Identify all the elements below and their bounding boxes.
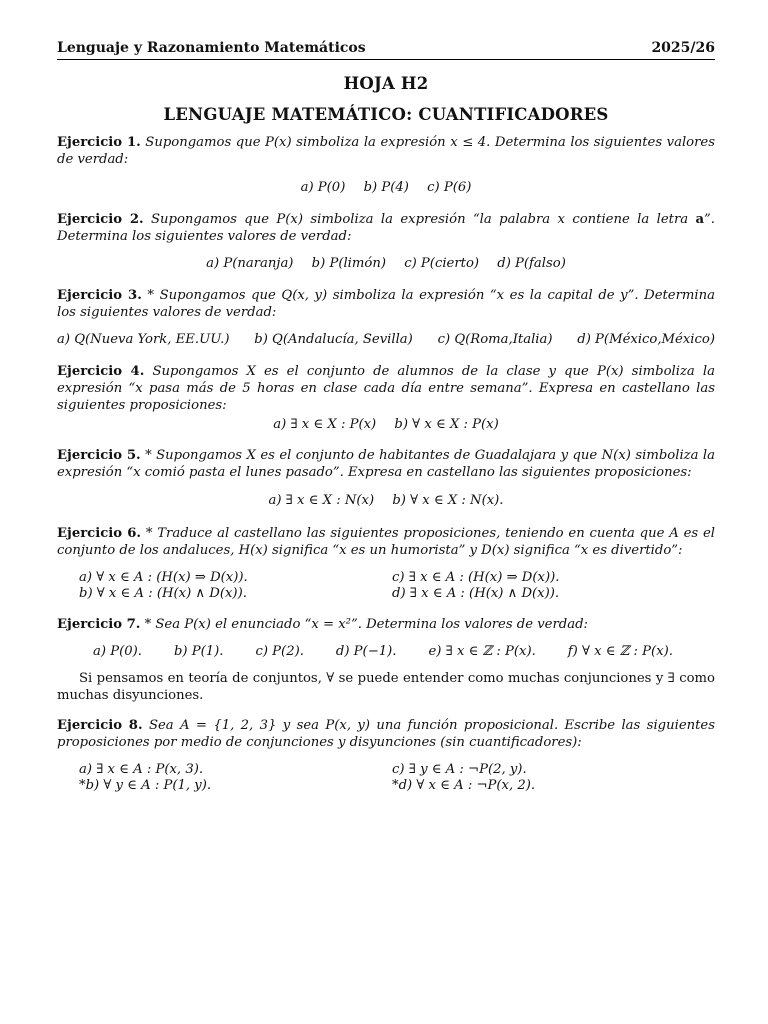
exercise-3-items: [57, 332, 715, 347]
exercise-statement: * Supongamos que Q(x, y) simboliza la expresión “x es la capital de y”. Determina los siguientes valores de verdad:: [57, 288, 715, 320]
exercise-2: [57, 211, 715, 245]
item: b) Q(Andalucía, Sevilla): [254, 332, 413, 347]
item: a) ∀ x ∈ A : (H(x) ⇒ D(x)).: [79, 570, 248, 585]
item: a) P(naranja): [206, 256, 294, 271]
exercise-1-items: [57, 180, 715, 195]
course-title: Lenguaje y Razonamiento Matemáticos: [57, 40, 366, 56]
exercise-6: [57, 525, 715, 559]
exercise-8: [57, 717, 715, 751]
exercise-label: Ejercicio 5.: [57, 448, 141, 463]
item: a) ∃ x ∈ X : P(x): [273, 417, 377, 432]
item: d) P(México,México): [577, 332, 715, 347]
item: b) P(1).: [173, 644, 224, 659]
exercise-4: [57, 363, 715, 414]
exercise-statement-end: ”. Determina los siguientes valores de verdad:: [57, 212, 715, 244]
document-page: [57, 40, 715, 794]
exercise-8-items: [57, 762, 715, 794]
item: a) P(0): [300, 180, 346, 195]
quantifier-note: Si pensamos en teoría de conjuntos, ∀ se puede entender como muchas conjunciones y ∃ como muchas disyunciones.: [57, 671, 715, 703]
item: c) P(2).: [255, 644, 304, 659]
sheet-title: HOJA H2: [343, 74, 429, 93]
exercise-statement: * Traduce al castellano las siguientes proposiciones, teniendo en cuenta que A es el conjunto de los andaluces, H(x) significa “x es un humorista” y D(x) significa “x es divertido”:: [57, 526, 715, 558]
exercise-5: [57, 447, 715, 481]
item: c) ∃ y ∈ A : ¬P(2, y).: [392, 762, 527, 777]
exercise-label: Ejercicio 4.: [57, 364, 145, 379]
exercise-statement: * Supongamos X es el conjunto de habitantes de Guadalajara y que N(x) simboliza la expresión “x comió pasta el lunes pasado”. Expresa en castellano las siguientes proposiciones:: [57, 448, 715, 480]
exercise-statement: Supongamos X es el conjunto de alumnos de la clase y que P(x) simboliza la expresión “x pasa más de 5 horas en clase cada día entre semana”. Expresa en castellano las siguientes proposiciones:: [57, 364, 715, 413]
academic-year: 2025/26: [651, 40, 715, 56]
exercise-label: Ejercicio 3.: [57, 288, 142, 303]
exercise-label: Ejercicio 2.: [57, 212, 144, 227]
exercise-4-items: [57, 417, 715, 432]
item: c) Q(Roma,Italia): [437, 332, 553, 347]
exercise-label: Ejercicio 6.: [57, 526, 142, 541]
topic-title: LENGUAJE MATEMÁTICO: CUANTIFICADORES: [163, 105, 609, 124]
exercise-statement: Supongamos que P(x) simboliza la expresión “la palabra x contiene la letra: [150, 212, 689, 227]
item: d) P(−1).: [335, 644, 397, 659]
exercise-label: Ejercicio 7.: [57, 617, 141, 632]
exercise-1: [57, 134, 715, 168]
exercise-statement: Supongamos que P(x) simboliza la expresión x ≤ 4. Determina los siguientes valores de verdad:: [57, 135, 715, 167]
exercise-7: [57, 616, 715, 633]
item: c) P(6): [427, 180, 472, 195]
item: c) ∃ x ∈ A : (H(x) ⇒ D(x)).: [392, 570, 560, 585]
exercise-2-items: [57, 256, 715, 271]
exercise-statement: * Sea P(x) el enunciado “x = x²”. Determina los valores de verdad:: [144, 617, 588, 632]
item: e) ∃ x ∈ ℤ : P(x).: [428, 644, 536, 659]
item: *b) ∀ y ∈ A : P(1, y).: [79, 778, 212, 793]
exercise-7-items: [57, 644, 715, 659]
item: a) Q(Nueva York, EE.UU.): [57, 332, 230, 347]
item: b) P(limón): [311, 256, 386, 271]
letter-a: a: [695, 212, 705, 227]
item: b) ∀ x ∈ X : P(x): [394, 417, 499, 432]
item: d) P(falso): [497, 256, 566, 271]
item: b) ∀ x ∈ A : (H(x) ∧ D(x)).: [79, 586, 247, 601]
exercise-label: Ejercicio 8.: [57, 718, 143, 733]
item: a) ∃ x ∈ A : P(x, 3).: [79, 762, 204, 777]
exercise-label: Ejercicio 1.: [57, 135, 141, 150]
item: b) ∀ x ∈ X : N(x).: [392, 493, 504, 508]
item: a) P(0).: [93, 644, 142, 659]
running-header: [57, 40, 715, 60]
exercise-6-items: [57, 570, 715, 602]
item: *d) ∀ x ∈ A : ¬P(x, 2).: [392, 778, 536, 793]
item: f) ∀ x ∈ ℤ : P(x).: [567, 644, 673, 659]
exercise-3: [57, 287, 715, 321]
item: d) ∃ x ∈ A : (H(x) ∧ D(x)).: [392, 586, 560, 601]
exercise-statement: Sea A = {1, 2, 3} y sea P(x, y) una función proposicional. Escribe las siguientes proposiciones por medio de conjunciones y disyunciones (sin cuantificadores):: [57, 718, 715, 750]
item: a) ∃ x ∈ X : N(x): [268, 493, 375, 508]
item: c) P(cierto): [404, 256, 480, 271]
exercise-5-items: [57, 493, 715, 508]
item: b) P(4): [363, 180, 409, 195]
